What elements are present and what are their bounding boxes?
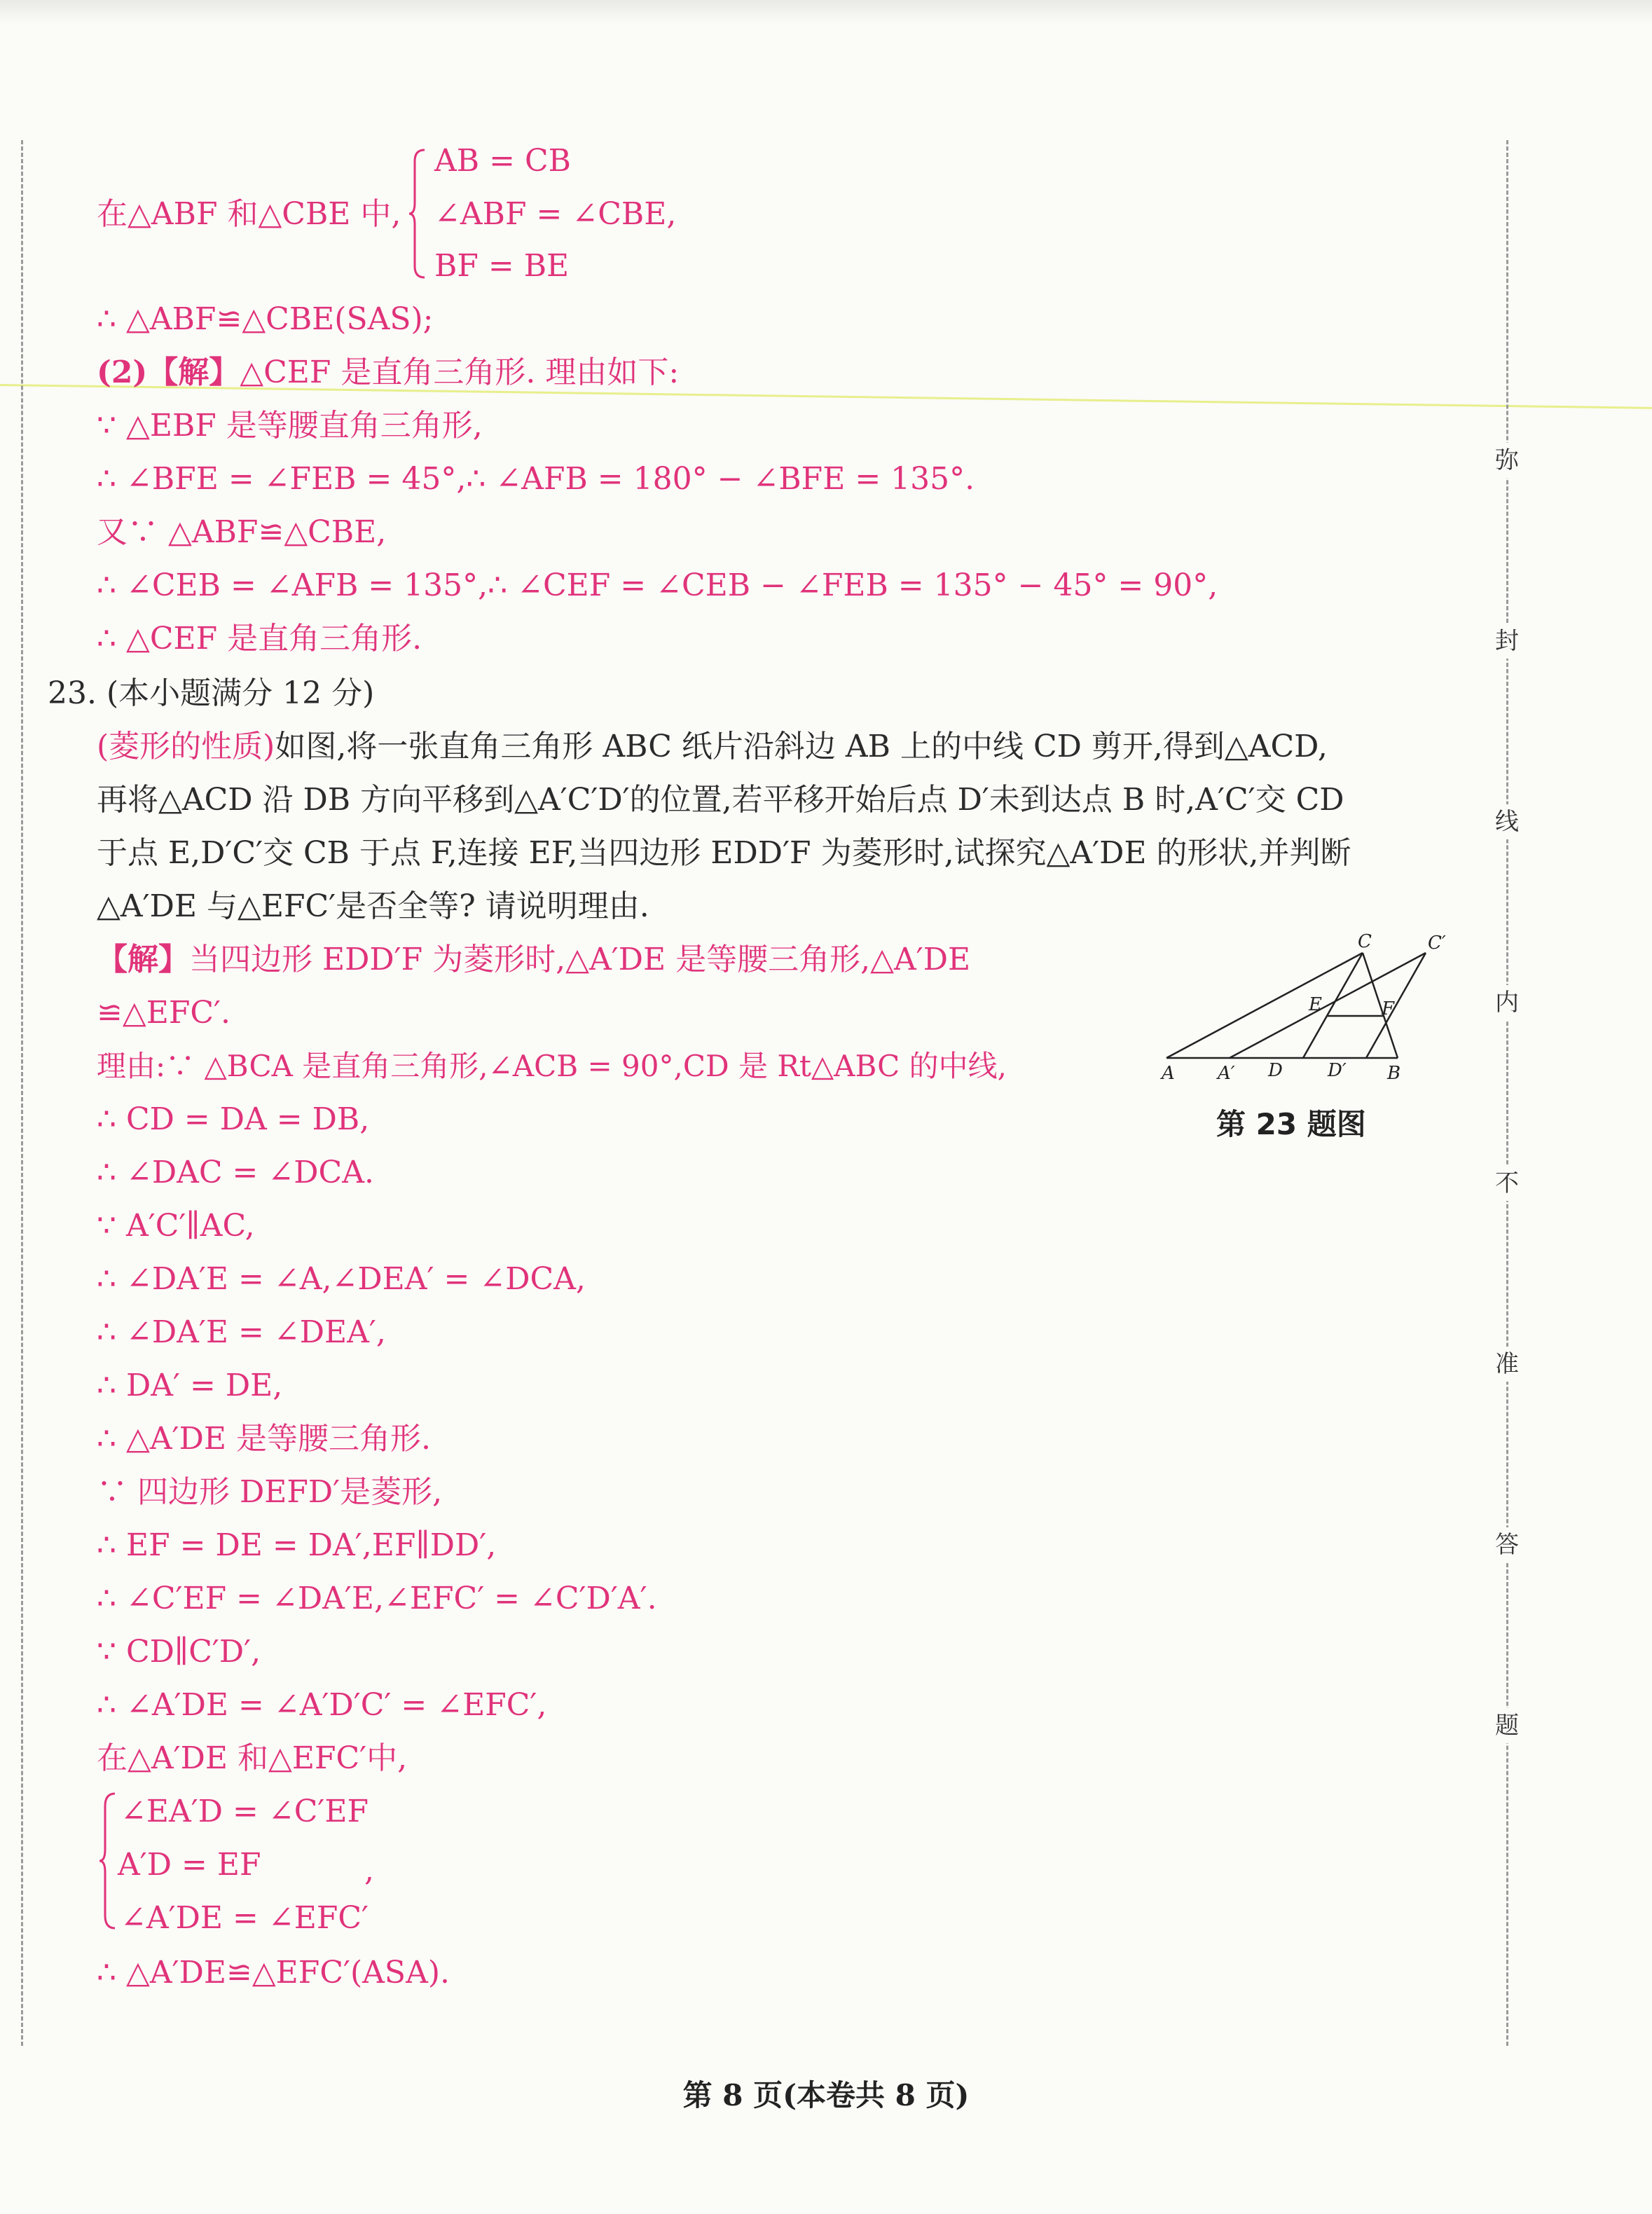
q23-problem-line: 于点 E,D′C′交 CB 于点 F,连接 EF,当四边形 EDD′F 为菱形时,试探究△A′DE 的形状,并判断	[97, 835, 1351, 871]
q23-header: 23. (本小题满分 12 分)	[48, 675, 375, 711]
binding-char: 线	[1491, 804, 1523, 839]
binding-char: 不	[1491, 1166, 1523, 1201]
q22-system-intro: 在△ABF 和△CBE 中,	[97, 196, 401, 232]
binding-char: 题	[1491, 1708, 1523, 1743]
q23-answer-line	[97, 939, 970, 981]
binding-dashed-line	[1506, 140, 1508, 2046]
q23-system-line: A′D = EF	[118, 1847, 261, 1883]
q22-part2	[97, 352, 679, 394]
binding-char: 内	[1491, 985, 1523, 1020]
q23-system-brace	[98, 1791, 119, 1931]
left-cut-line	[21, 140, 23, 2046]
q23-step: ∴ ∠DAC = ∠DCA.	[97, 1155, 374, 1190]
q22-conclusion: ∴ △ABF≌△CBE(SAS);	[97, 301, 434, 337]
point-label: B	[1387, 1063, 1401, 1084]
q23-step: ∴ DA′ = DE,	[97, 1368, 283, 1403]
figure-caption: 第 23 题图	[1216, 1107, 1366, 1141]
q23-step: ∵ 四边形 DEFD′是菱形,	[97, 1474, 443, 1510]
q23-step: ∴ CD = DA = DB,	[97, 1101, 370, 1137]
point-label: A′	[1218, 1063, 1235, 1084]
q23-system-comma: ,	[364, 1852, 374, 1888]
q22-step: ∵ △EBF 是等腰直角三角形,	[97, 408, 483, 444]
q22-step: 又∵ △ABF≌△CBE,	[97, 514, 387, 550]
q23-step: ∴ EF = DE = DA′,EF∥DD′,	[97, 1527, 497, 1563]
q23-system-line: ∠EA′D = ∠C′EF	[121, 1794, 369, 1829]
q23-problem-text: 如图,将一张直角三角形 ABC 纸片沿斜边 AB 上的中线 CD 剪开,得到△ACD,	[275, 729, 1328, 764]
point-label: A	[1162, 1063, 1175, 1084]
q23-answer-label: 【解】	[97, 942, 189, 977]
q23-step: 在△A′DE 和△EFC′中,	[97, 1740, 408, 1776]
q22-system-line: BF = BE	[434, 248, 570, 284]
q23-step: ∴ ∠DA′E = ∠A,∠DEA′ = ∠DCA,	[97, 1261, 586, 1297]
q23-step: ∴ ∠C′EF = ∠DA′E,∠EFC′ = ∠C′D′A′.	[97, 1581, 657, 1616]
q23-final-conclusion: ∴ △A′DE≌△EFC′(ASA).	[97, 1955, 450, 1990]
q23-reason-line: 理由:∵ △BCA 是直角三角形,∠ACB = 90°,CD 是 Rt△ABC 的中线,	[97, 1049, 1007, 1083]
scan-shadow	[0, 0, 1652, 24]
point-label: D	[1268, 1060, 1283, 1081]
q23-problem-line: 再将△ACD 沿 DB 方向平移到△A′C′D′的位置,若平移开始后点 D′未到达点 B 时,A′C′交 CD	[97, 782, 1344, 818]
q22-system-brace	[408, 147, 429, 280]
point-label: C	[1358, 931, 1372, 952]
q22-step: ∴ ∠BFE = ∠FEB = 45°,∴ ∠AFB = 180° − ∠BFE = 135°.	[97, 461, 975, 497]
point-label: C′	[1428, 933, 1446, 954]
q23-figure	[1149, 931, 1446, 1093]
q23-step: ∴ ∠A′DE = ∠A′D′C′ = ∠EFC′,	[97, 1687, 547, 1723]
point-label: F	[1382, 998, 1395, 1019]
q23-step: ∴ △A′DE 是等腰三角形.	[97, 1421, 431, 1457]
q23-problem-line: △A′DE 与△EFC′是否全等? 请说明理由.	[97, 888, 649, 924]
page-footer: 第 8 页(本卷共 8 页)	[682, 2078, 970, 2112]
q23-tag: (菱形的性质)	[97, 729, 275, 764]
q22-step: ∴ △CEF 是直角三角形.	[97, 621, 422, 656]
q23-step: ∵ CD∥C′D′,	[97, 1634, 261, 1670]
q23-system-line: ∠A′DE = ∠EFC′	[121, 1900, 369, 1936]
point-label: D′	[1328, 1060, 1347, 1081]
point-label: E	[1309, 994, 1322, 1015]
q23-problem-line	[97, 726, 1328, 768]
q23-step: ∵ A′C′∥AC,	[97, 1208, 255, 1244]
q23-step: ∴ ∠DA′E = ∠DEA′,	[97, 1314, 386, 1350]
binding-char: 弥	[1491, 443, 1523, 478]
q22-part2-text: △CEF 是直角三角形. 理由如下:	[240, 355, 680, 390]
q23-answer-text: 当四边形 EDD′F 为菱形时,△A′DE 是等腰三角形,△A′DE	[189, 942, 971, 977]
q22-step: ∴ ∠CEB = ∠AFB = 135°,∴ ∠CEF = ∠CEB − ∠FEB = 135° − 45° = 90°,	[97, 568, 1218, 603]
binding-char: 答	[1491, 1527, 1523, 1562]
q22-part2-label: (2)【解】	[97, 355, 240, 390]
q22-system-line: AB = CB	[434, 143, 571, 179]
binding-char: 封	[1491, 624, 1523, 659]
q22-system-line: ∠ABF = ∠CBE,	[434, 196, 677, 232]
q23-answer-line: ≌△EFC′.	[97, 995, 230, 1031]
binding-char: 准	[1491, 1347, 1523, 1382]
